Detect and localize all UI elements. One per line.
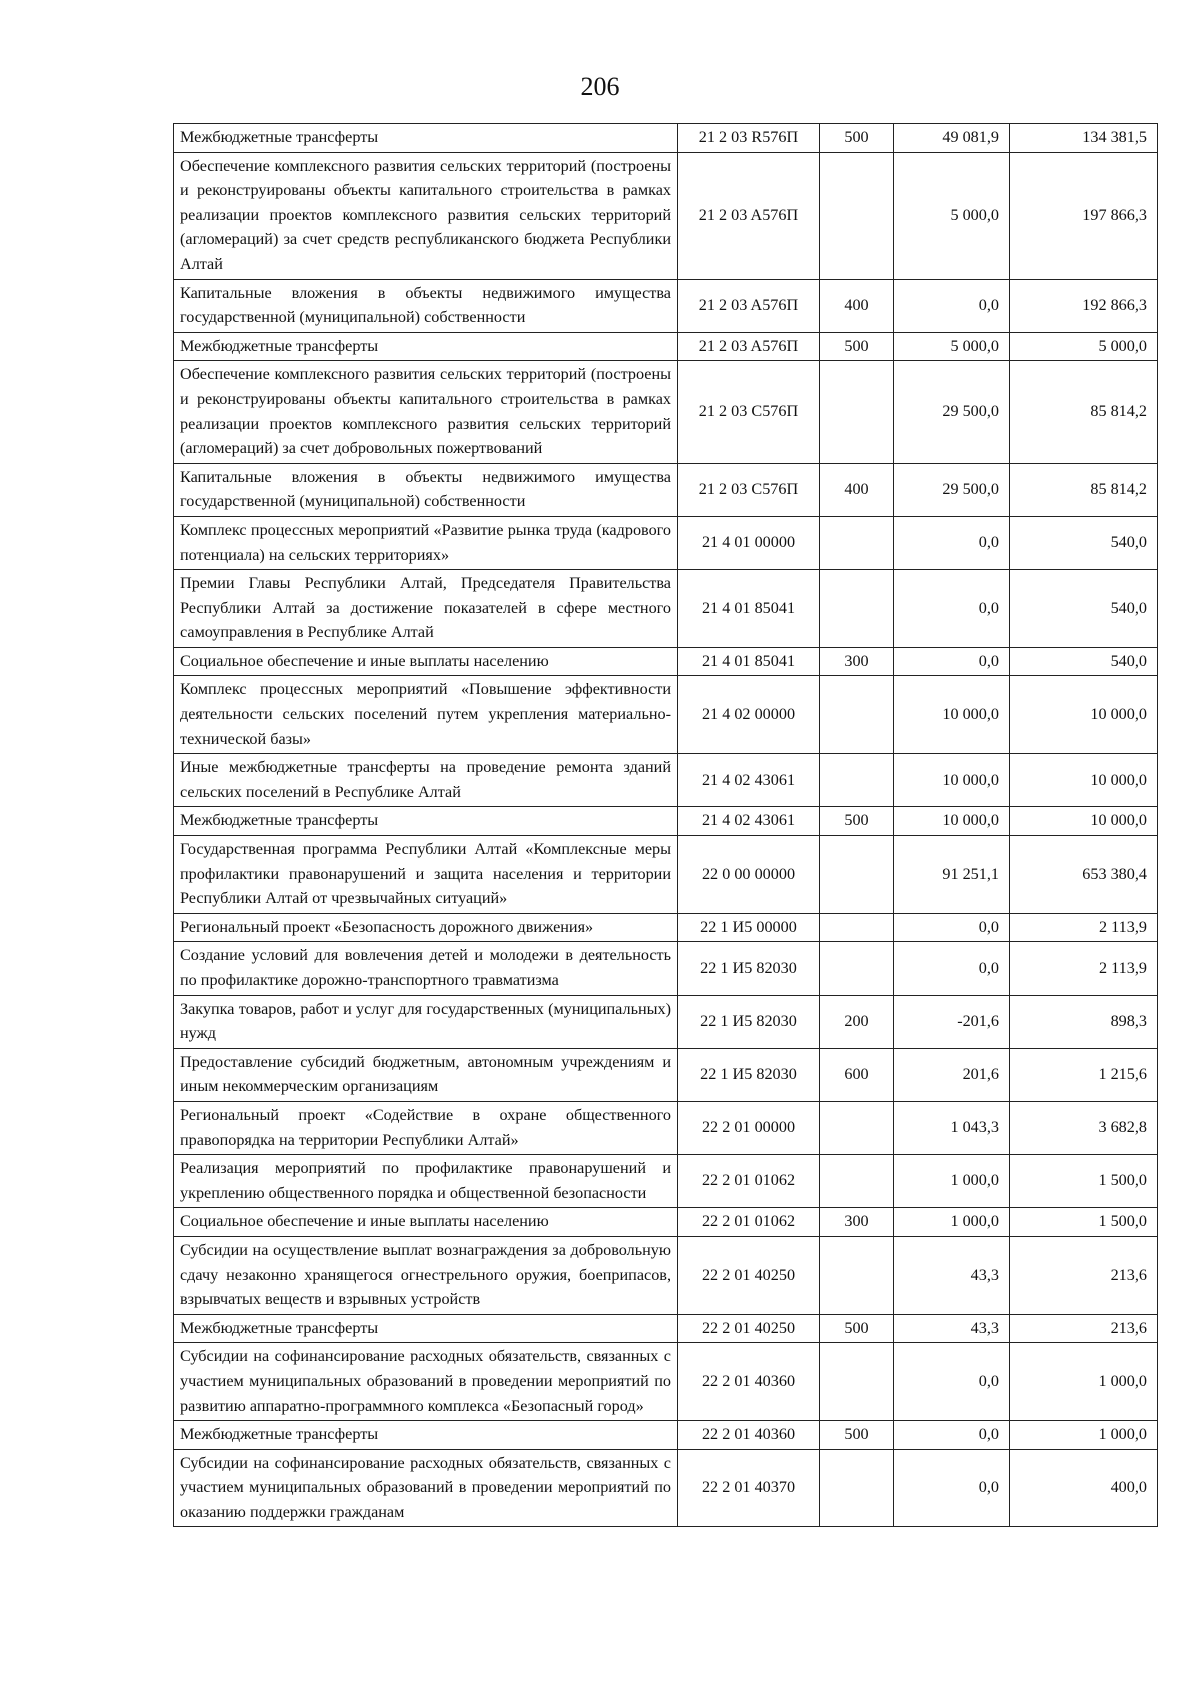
row-amount-2-cell: 213,6	[1010, 1236, 1158, 1314]
row-amount-2-cell: 540,0	[1010, 516, 1158, 569]
row-code-cell: 22 2 01 40250	[678, 1314, 820, 1343]
row-amount-1-cell: 1 043,3	[894, 1101, 1010, 1154]
row-code-cell: 22 1 И5 82030	[678, 1048, 820, 1101]
row-name-cell: Предоставление субсидий бюджетным, автономным учреждениям и иным некоммерческим организациям	[174, 1048, 678, 1101]
table-row	[174, 754, 1158, 807]
row-name-cell: Государственная программа Республики Алтай «Комплексные меры профилактики правонарушений и защита населения и территории Республики Алтай от чрезвычайных ситуаций»	[174, 836, 678, 914]
row-amount-1-cell: 49 081,9	[894, 124, 1010, 153]
row-amount-2-cell: 540,0	[1010, 647, 1158, 676]
row-name-cell: Межбюджетные трансферты	[174, 807, 678, 836]
row-amount-1-cell: 91 251,1	[894, 836, 1010, 914]
row-name-cell: Премии Главы Республики Алтай, Председателя Правительства Республики Алтай за достижение показателей в сфере местного самоуправления в Республике Алтай	[174, 570, 678, 648]
row-amount-1-cell: 0,0	[894, 942, 1010, 995]
row-type-cell	[820, 1101, 894, 1154]
row-amount-2-cell: 653 380,4	[1010, 836, 1158, 914]
row-code-cell: 21 4 02 43061	[678, 807, 820, 836]
row-amount-2-cell: 85 814,2	[1010, 361, 1158, 463]
row-amount-2-cell: 1 000,0	[1010, 1343, 1158, 1421]
row-name-cell: Межбюджетные трансферты	[174, 1314, 678, 1343]
row-type-cell: 500	[820, 1314, 894, 1343]
row-type-cell: 400	[820, 279, 894, 332]
row-amount-2-cell: 192 866,3	[1010, 279, 1158, 332]
row-code-cell: 21 2 03 C576П	[678, 361, 820, 463]
table-row	[174, 152, 1158, 279]
row-code-cell: 21 4 01 00000	[678, 516, 820, 569]
row-amount-1-cell: 1 000,0	[894, 1208, 1010, 1237]
row-amount-2-cell: 3 682,8	[1010, 1101, 1158, 1154]
budget-table	[173, 123, 1158, 1527]
row-amount-1-cell: 43,3	[894, 1236, 1010, 1314]
row-type-cell	[820, 516, 894, 569]
row-name-cell: Капитальные вложения в объекты недвижимого имущества государственной (муниципальной) собственности	[174, 279, 678, 332]
row-type-cell	[820, 152, 894, 279]
row-code-cell: 22 2 01 40360	[678, 1421, 820, 1450]
row-name-cell: Межбюджетные трансферты	[174, 124, 678, 153]
table-row	[174, 516, 1158, 569]
row-amount-2-cell: 2 113,9	[1010, 913, 1158, 942]
row-type-cell: 500	[820, 124, 894, 153]
row-name-cell: Региональный проект «Содействие в охране общественного правопорядка на территории Республики Алтай»	[174, 1101, 678, 1154]
row-amount-2-cell: 213,6	[1010, 1314, 1158, 1343]
table-row	[174, 836, 1158, 914]
row-amount-1-cell: 0,0	[894, 1449, 1010, 1527]
page-number: 206	[580, 72, 620, 101]
row-code-cell: 21 4 02 00000	[678, 676, 820, 754]
row-type-cell	[820, 570, 894, 648]
row-type-cell: 500	[820, 1421, 894, 1450]
row-name-cell: Обеспечение комплексного развития сельских территорий (построены и реконструированы объекты капитального строительства в рамках реализации проектов комплексного развития сельских территорий (агломераций) за счет средств республиканского бюджета Республики Алтай	[174, 152, 678, 279]
table-row	[174, 570, 1158, 648]
row-amount-2-cell: 540,0	[1010, 570, 1158, 648]
row-amount-2-cell: 1 000,0	[1010, 1421, 1158, 1450]
table-row	[174, 1048, 1158, 1101]
row-amount-2-cell: 400,0	[1010, 1449, 1158, 1527]
row-type-cell	[820, 1236, 894, 1314]
row-amount-1-cell: 0,0	[894, 913, 1010, 942]
table-row	[174, 1421, 1158, 1450]
row-amount-1-cell: 0,0	[894, 570, 1010, 648]
row-type-cell	[820, 942, 894, 995]
table-row	[174, 1314, 1158, 1343]
row-name-cell: Капитальные вложения в объекты недвижимого имущества государственной (муниципальной) собственности	[174, 463, 678, 516]
row-amount-1-cell: 1 000,0	[894, 1155, 1010, 1208]
table-row	[174, 124, 1158, 153]
table-row	[174, 279, 1158, 332]
row-amount-1-cell: 5 000,0	[894, 332, 1010, 361]
row-amount-1-cell: -201,6	[894, 995, 1010, 1048]
row-name-cell: Региональный проект «Безопасность дорожного движения»	[174, 913, 678, 942]
row-name-cell: Межбюджетные трансферты	[174, 1421, 678, 1450]
table-row	[174, 1208, 1158, 1237]
row-type-cell: 600	[820, 1048, 894, 1101]
table-row	[174, 1343, 1158, 1421]
row-amount-2-cell: 10 000,0	[1010, 754, 1158, 807]
row-code-cell: 22 2 01 40250	[678, 1236, 820, 1314]
row-name-cell: Межбюджетные трансферты	[174, 332, 678, 361]
row-type-cell	[820, 836, 894, 914]
row-name-cell: Реализация мероприятий по профилактике правонарушений и укреплению общественного порядка и общественной безопасности	[174, 1155, 678, 1208]
row-amount-2-cell: 10 000,0	[1010, 676, 1158, 754]
row-code-cell: 22 2 01 00000	[678, 1101, 820, 1154]
row-code-cell: 21 4 02 43061	[678, 754, 820, 807]
row-code-cell: 21 2 03 R576П	[678, 124, 820, 153]
table-row	[174, 1155, 1158, 1208]
row-name-cell: Субсидии на осуществление выплат вознаграждения за добровольную сдачу незаконно хранящегося огнестрельного оружия, боеприпасов, взрывчатых веществ и взрывных устройств	[174, 1236, 678, 1314]
row-name-cell: Иные межбюджетные трансферты на проведение ремонта зданий сельских поселений в Республике Алтай	[174, 754, 678, 807]
row-amount-2-cell: 197 866,3	[1010, 152, 1158, 279]
table-row	[174, 647, 1158, 676]
row-type-cell	[820, 754, 894, 807]
row-amount-1-cell: 0,0	[894, 647, 1010, 676]
row-amount-1-cell: 43,3	[894, 1314, 1010, 1343]
row-code-cell: 22 2 01 01062	[678, 1208, 820, 1237]
row-amount-1-cell: 5 000,0	[894, 152, 1010, 279]
row-type-cell: 300	[820, 647, 894, 676]
row-code-cell: 22 0 00 00000	[678, 836, 820, 914]
row-code-cell: 22 1 И5 82030	[678, 942, 820, 995]
table-row	[174, 995, 1158, 1048]
row-amount-1-cell: 10 000,0	[894, 807, 1010, 836]
row-amount-1-cell: 0,0	[894, 1343, 1010, 1421]
row-code-cell: 22 2 01 40360	[678, 1343, 820, 1421]
row-amount-1-cell: 0,0	[894, 516, 1010, 569]
row-amount-1-cell: 10 000,0	[894, 676, 1010, 754]
row-name-cell: Обеспечение комплексного развития сельских территорий (построены и реконструированы объекты капитального строительства в рамках реализации проектов комплексного развития сельских территорий (агломераций) за счет добровольных пожертвований	[174, 361, 678, 463]
row-type-cell	[820, 361, 894, 463]
row-type-cell: 200	[820, 995, 894, 1048]
row-amount-2-cell: 1 500,0	[1010, 1208, 1158, 1237]
table-row	[174, 807, 1158, 836]
row-name-cell: Социальное обеспечение и иные выплаты населению	[174, 1208, 678, 1237]
row-amount-2-cell: 85 814,2	[1010, 463, 1158, 516]
row-name-cell: Комплекс процессных мероприятий «Развитие рынка труда (кадрового потенциала) на сельских территориях»	[174, 516, 678, 569]
row-amount-1-cell: 29 500,0	[894, 463, 1010, 516]
row-code-cell: 21 4 01 85041	[678, 570, 820, 648]
row-code-cell: 22 2 01 40370	[678, 1449, 820, 1527]
table-row	[174, 361, 1158, 463]
row-amount-2-cell: 898,3	[1010, 995, 1158, 1048]
row-amount-1-cell: 0,0	[894, 1421, 1010, 1450]
row-name-cell: Социальное обеспечение и иные выплаты населению	[174, 647, 678, 676]
row-amount-2-cell: 1 500,0	[1010, 1155, 1158, 1208]
table-row	[174, 463, 1158, 516]
row-type-cell	[820, 913, 894, 942]
row-amount-2-cell: 5 000,0	[1010, 332, 1158, 361]
row-code-cell: 22 1 И5 82030	[678, 995, 820, 1048]
row-type-cell	[820, 1449, 894, 1527]
row-amount-1-cell: 29 500,0	[894, 361, 1010, 463]
row-type-cell: 500	[820, 332, 894, 361]
row-amount-2-cell: 1 215,6	[1010, 1048, 1158, 1101]
table-row	[174, 913, 1158, 942]
row-type-cell: 400	[820, 463, 894, 516]
row-name-cell: Создание условий для вовлечения детей и молодежи в деятельность по профилактике дорожно-транспортного травматизма	[174, 942, 678, 995]
row-code-cell: 21 2 03 C576П	[678, 463, 820, 516]
row-code-cell: 21 4 01 85041	[678, 647, 820, 676]
row-name-cell: Субсидии на софинансирование расходных обязательств, связанных с участием муниципальных образований в проведении мероприятий по оказанию поддержки гражданам	[174, 1449, 678, 1527]
row-type-cell	[820, 676, 894, 754]
row-name-cell: Комплекс процессных мероприятий «Повышение эффективности деятельности сельских поселений путем укрепления материально-технической базы»	[174, 676, 678, 754]
row-code-cell: 21 2 03 A576П	[678, 152, 820, 279]
row-amount-1-cell: 201,6	[894, 1048, 1010, 1101]
row-amount-2-cell: 2 113,9	[1010, 942, 1158, 995]
table-row	[174, 942, 1158, 995]
row-type-cell	[820, 1155, 894, 1208]
row-type-cell: 500	[820, 807, 894, 836]
table-row	[174, 1449, 1158, 1527]
table-row	[174, 332, 1158, 361]
row-code-cell: 21 2 03 A576П	[678, 332, 820, 361]
row-name-cell: Закупка товаров, работ и услуг для государственных (муниципальных) нужд	[174, 995, 678, 1048]
row-amount-2-cell: 134 381,5	[1010, 124, 1158, 153]
table-body	[174, 124, 1158, 1527]
table-row	[174, 1101, 1158, 1154]
row-type-cell: 300	[820, 1208, 894, 1237]
row-type-cell	[820, 1343, 894, 1421]
row-name-cell: Субсидии на софинансирование расходных обязательств, связанных с участием муниципальных образований в проведении мероприятий по развитию аппаратно-программного комплекса «Безопасный город»	[174, 1343, 678, 1421]
row-code-cell: 22 1 И5 00000	[678, 913, 820, 942]
row-amount-1-cell: 10 000,0	[894, 754, 1010, 807]
row-code-cell: 22 2 01 01062	[678, 1155, 820, 1208]
row-amount-1-cell: 0,0	[894, 279, 1010, 332]
row-amount-2-cell: 10 000,0	[1010, 807, 1158, 836]
table-row	[174, 676, 1158, 754]
table-row	[174, 1236, 1158, 1314]
row-code-cell: 21 2 03 A576П	[678, 279, 820, 332]
